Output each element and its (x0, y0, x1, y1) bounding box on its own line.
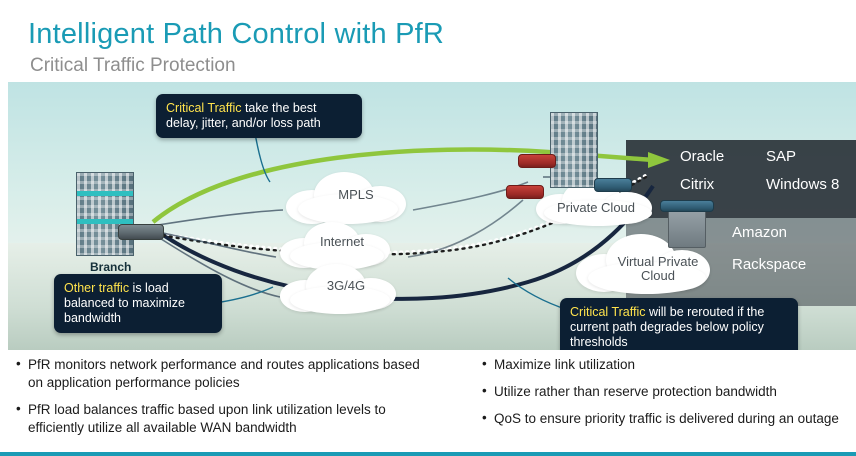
virtual-server-rack (668, 206, 706, 248)
bottom-accent-bar (0, 452, 856, 456)
dc-provider-amazon: Amazon (732, 224, 788, 241)
page-subtitle: Critical Traffic Protection (30, 55, 236, 76)
callout-critical-reroute-highlight: Critical Traffic (570, 305, 646, 319)
dc-app-sap: SAP (766, 148, 797, 165)
branch-label: Branch (90, 260, 132, 274)
dc-app-citrix: Citrix (680, 176, 715, 193)
dc-provider-rackspace: Rackspace (732, 256, 807, 273)
green-path-arrow (648, 152, 670, 168)
bullet-column-right (480, 356, 855, 437)
cloud-mobile-label: 3G/4G (326, 278, 366, 293)
datacenter-building-windows (551, 113, 597, 187)
leader-reroute (508, 278, 568, 310)
branch-building-windows (77, 173, 133, 255)
branch-building (76, 172, 134, 256)
cloud-virtual-private-label-1: Virtual Private (617, 254, 699, 269)
datacenter-router-secondary (506, 185, 544, 199)
link-branch-mpls (158, 210, 283, 225)
bullet-item: • QoS to ensure priority traffic is delivered during an outage (480, 410, 855, 428)
cloud-private-label: Private Cloud (556, 200, 636, 215)
bullet-item: • PfR load balances traffic based upon link utilization levels to efficiently utilize all available WAN bandwidth (14, 401, 434, 437)
datacenter-router-primary (518, 154, 556, 168)
callout-critical-best-path-text: take the best delay, jitter, and/or loss path (166, 101, 321, 130)
bullet-section (0, 356, 856, 456)
bullet-item: • Utilize rather than reserve protection bandwidth (480, 383, 855, 401)
dc-app-windows8: Windows 8 (766, 176, 840, 193)
callout-critical-reroute-text: will be rerouted if the current path degrades below policy thresholds (570, 305, 765, 349)
dc-app-oracle: Oracle (680, 148, 725, 165)
branch-building-band-1 (77, 191, 133, 196)
cloud-virtual-private-label-2: Cloud (641, 268, 675, 283)
callout-other-traffic-text: is load balanced to maximize bandwidth (64, 281, 185, 325)
cloud-mpls-label: MPLS (338, 187, 374, 202)
datacenter-switch (594, 178, 632, 192)
network-diagram (8, 82, 856, 350)
callout-other-traffic (54, 274, 222, 333)
cloud-internet-label: Internet (319, 234, 365, 249)
bullet-item: • Maximize link utilization (480, 356, 855, 374)
page-title: Intelligent Path Control with PfR (28, 18, 445, 50)
branch-router (118, 224, 164, 240)
callout-critical-best-path-highlight: Critical Traffic (166, 101, 242, 115)
bullet-item: • PfR monitors network performance and routes applications based on application performance policies (14, 356, 434, 392)
bullet-column-left (14, 356, 434, 446)
callout-critical-best-path (156, 94, 362, 138)
virtual-server-top (660, 200, 714, 212)
callout-other-traffic-highlight: Other traffic (64, 281, 130, 295)
datacenter-building (550, 112, 598, 188)
callout-critical-reroute (560, 298, 798, 350)
